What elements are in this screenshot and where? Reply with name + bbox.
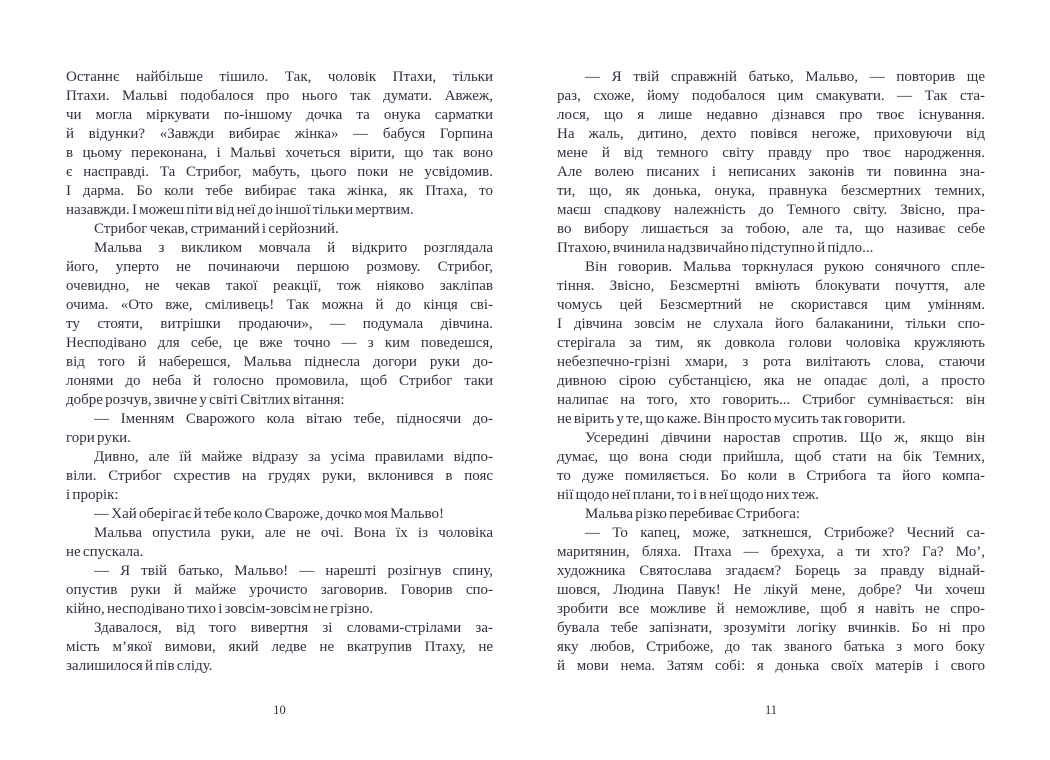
text-line: І дівчина зовсім не слухала його балаканини, тільки спо- [557,316,985,332]
text-line: І дарма. Бо коли тебе вибирає така жінка, як Птаха, то [66,183,493,199]
text-line: й відунки? «Завжди вибирає жінка» — бабуся Горпина [66,126,493,142]
text-line: раз, схоже, йому подобалося цим смакувати. — Так ста- [557,88,985,104]
text-line: мене й від темного світу правду про твоє народження. [557,145,985,161]
text-line: в цьому переконана, і Мальві хочеться вірити, що так воно [66,145,493,161]
text-line: є насправді. Та Стрибог, мабуть, цього поки не усвідомив. [66,164,493,180]
text-line: кійно, несподівано тихо і зовсім-зовсім не грізно. [66,601,374,617]
text-line: і прорік: [66,487,119,503]
text-line: Він говорив. Мальва торкнулася рукою сонячного спле- [585,259,985,275]
text-line: Мальва різко перебиває Стрибога: [585,506,801,522]
text-line: гори руки. [66,430,131,446]
text-line: опустив руки й майже урочисто заговорив. Говорив спо- [66,582,493,598]
text-line: від того й наберешся, Мальва піднесла догори руки до- [66,354,493,370]
page-number-right: 11 [764,703,778,717]
page-number-left: 10 [273,703,286,717]
text-line: добре розчув, звичне у світі Світлих вітання: [66,392,345,408]
page-text-right [557,68,985,676]
text-line: й мови нема. Затям собі: я донька своїх матерів і свого [557,658,985,674]
text-line: Несподівано для себе, це вже точно — з ким поведешся, [66,335,493,351]
page-left [66,0,493,760]
text-line: — Я твій батько, Мальво! — нарешті розігнув спину, [94,563,493,579]
text-line: залишилося й пів сліду. [66,658,213,674]
text-line: Але волею писаних і неписаних законів ти повинна зна- [557,164,985,180]
page-right [557,0,985,760]
text-line: назавжди. І можеш піти від неї до іншої тільки мертвим. [66,202,414,218]
text-line: Птахи. Мальві подобалося про нього так думати. Авжеж, [66,88,493,104]
text-line: налипає на того, хто говорить... Стрибог сумнівається: він [557,392,985,408]
text-line: лося, що я лише недавно дізнався про твоє існування. [557,107,985,123]
text-line: Дивно, але їй майже відразу за усіма правилами відпо- [94,449,493,465]
text-line: бувала тебе запізнати, зрозуміти логіку вчинків. Бо ні про [557,620,985,636]
text-line: чи могла міркувати по-іншому дочка та онука сарматки [66,107,493,123]
text-line: — То капец, може, заткнешся, Стрибоже? Чесний са- [585,525,985,541]
text-line: нії щодо неї плани, то і в неї щодо них теж. [557,487,820,503]
text-line: Птахою, вчинила надзвичайно підступно й підло... [557,240,874,256]
text-line: зробити все можливе й неможливе, щоб я навіть не спро- [557,601,985,617]
text-line: Мальва з викликом мовчала й відкрито розглядала [94,240,493,256]
text-line: стерігала за тим, як довкола голови чоловіка кружляють [557,335,985,351]
page-text-left [66,68,493,676]
text-line: шовся, Людина Павук! Не лікуй мене, добре? Чи хочеш [557,582,985,598]
text-line: не вірить у те, що каже. Він просто мусить так говорити. [557,411,906,427]
text-line: тіння. Звісно, Безсмертні вміють блокувати почуття, але [557,278,985,294]
text-line: Стрибог чекав, стриманий і серйозний. [94,221,339,237]
text-line: Мальва опустила руки, але не очі. Вона їх із чоловіка [94,525,493,541]
text-line: небезпечно-грізні хмари, з рота вилітають слова, стаючи [557,354,985,370]
text-line: чомусь цей Безсмертний не скористався цим умінням. [557,297,985,313]
text-line: — Хай оберігає й тебе коло Свароже, дочко моя Мальво! [94,506,445,522]
text-line: яку любов, Стрибоже, до так званого батька з мого боку [557,639,985,655]
text-line: ту стояти, витрішки продаючи», — подумала дівчина. [66,316,493,332]
text-line: — Іменням Сварожого кола вітаю тебе, підносячи до- [94,411,493,427]
text-line: На жаль, дитино, дехто повівся негоже, приховуючи від [557,126,985,142]
text-line: очима. «Ото вже, сміливець! Так можна й до кінця сві- [66,297,493,313]
text-line: лонями до неба й голосно промовила, щоб Стрибог таки [66,373,493,389]
text-line: маритянин, бляха. Птаха — брехуха, а ти хто? Га? Мо’, [557,544,985,560]
text-line: маєш спадкову належність до Темного світу. Звісно, пра- [557,202,985,218]
text-line: Усередині дівчини наростав спротив. Що ж, якщо він [585,430,985,446]
text-line: художника Святослава згадаєм? Борець за правду віднай- [557,563,985,579]
text-line: ти, що, як донька, онука, правнука безсмертних темних, [557,183,985,199]
text-line: його, уперто не починаючи першою розмову. Стрибог, [66,259,493,275]
text-line: очевидно, не чекав такої реакції, тож ніяково закліпав [66,278,493,294]
text-line: Здавалося, від того вивертня зі словами-стрілами за- [94,620,493,636]
text-line: не спускала. [66,544,144,560]
text-line: віли. Стрибог схрестив на грудях руки, вклонився в пояс [66,468,493,484]
text-line: мість м’якої вимови, який ледве не вкатрупив Птаху, не [66,639,493,655]
text-line: Останнє найбільше тішило. Так, чоловік Птахи, тільки [66,69,493,85]
text-line: думає, що вона сюди прийшла, щоб стати на бік Темних, [557,449,985,465]
text-line: во вибору лишається за тобою, але та, що називає себе [557,221,985,237]
text-line: то дуже помиляється. Бо коли в Стрибога та його компа- [557,468,985,484]
text-line: — Я твій справжній батько, Мальво, — повторив ще [585,69,985,85]
text-line: дивною сірою субстанцією, яка не опадає долі, а просто [557,373,985,389]
